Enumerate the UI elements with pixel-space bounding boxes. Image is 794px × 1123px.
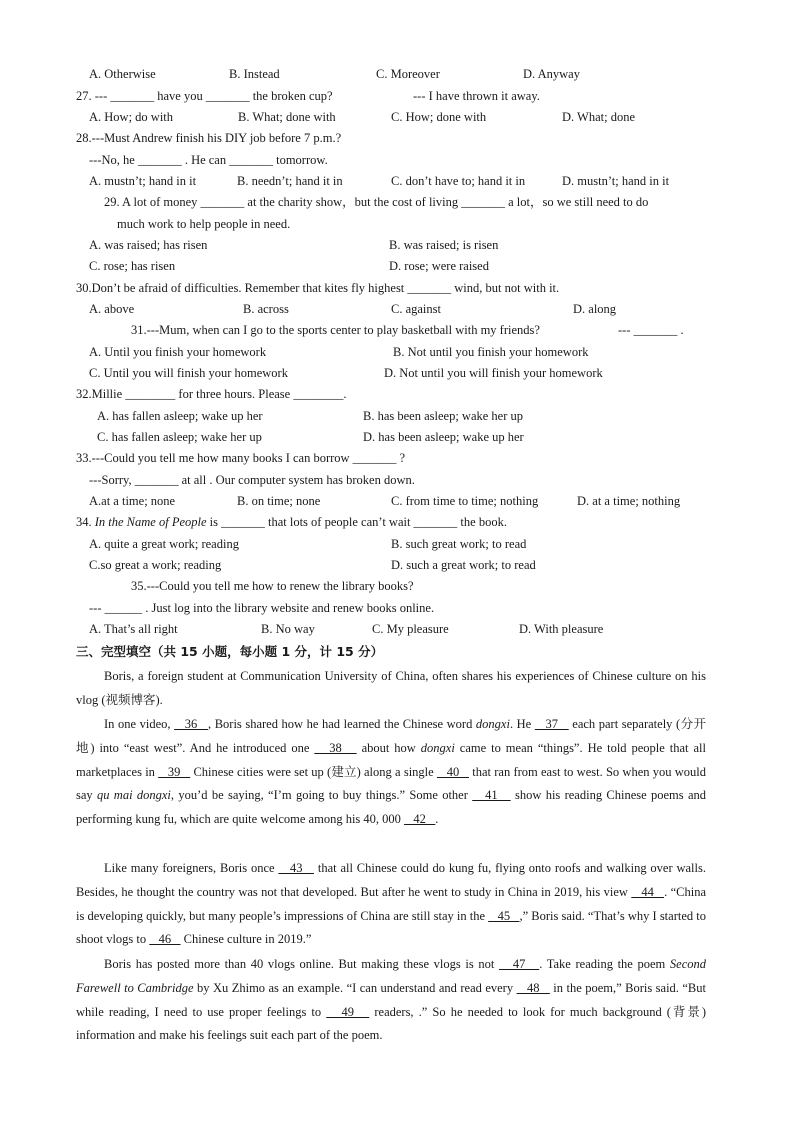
- blank-37: 37: [534, 717, 569, 731]
- q27-option-a: A. How; do with: [89, 110, 174, 124]
- q35-stem: 35.---Could you tell me how to renew the library books?: [131, 579, 414, 593]
- passage-text: about how: [356, 740, 421, 755]
- passage-text: by Xu Zhimo as an example. “I can understand and read every: [193, 980, 517, 995]
- q28-option-b: B. needn’t; hand it in: [237, 174, 343, 188]
- q26-option-c: C. Moreover: [376, 67, 440, 81]
- q29-option-c: C. rose; has risen: [89, 259, 176, 273]
- q31-reply: --- _______ .: [618, 323, 684, 337]
- blank-42: 42: [404, 812, 436, 827]
- q32-option-c: C. has fallen asleep; wake her up: [97, 430, 262, 444]
- q30-option-a: A. above: [89, 302, 135, 316]
- q34-title: In the Name of People: [94, 515, 207, 529]
- q29-stem: 29. A lot of money _______ at the charity show，but the cost of living _______ a lot，so we still need to do: [104, 195, 649, 209]
- passage-text: Chinese culture in 2019.”: [180, 932, 312, 947]
- q27-option-b: B. What; done with: [238, 110, 336, 124]
- passage-paragraph-4: [76, 953, 706, 1048]
- passage-paragraph-1: [76, 665, 706, 713]
- q33-option-d: D. at a time; nothing: [577, 494, 681, 508]
- q34-option-b: B. such great work; to read: [391, 537, 527, 551]
- q28-option-a: A. mustn’t; hand in it: [89, 174, 197, 188]
- blank-46: 46: [149, 932, 181, 947]
- q30-option-b: B. across: [243, 302, 289, 316]
- blank-43: 43: [278, 861, 314, 875]
- passage-text: each part separately (分开地) into “east west”. And he introduced one: [76, 717, 707, 755]
- passage-text: Chinese cities were set up (建立) along a single: [190, 764, 437, 779]
- q29-option-b: B. was raised; is risen: [389, 238, 499, 252]
- passage-text: , Boris shared how he had learned the Chinese word: [208, 717, 476, 731]
- q32-option-d: D. has been asleep; wake up her: [363, 430, 524, 444]
- q32-option-a: A. has fallen asleep; wake up her: [97, 409, 263, 423]
- blank-39: 39: [158, 764, 191, 779]
- q29-stem-cont: much work to help people in need.: [117, 217, 291, 231]
- q26-option-a: A. Otherwise: [89, 67, 156, 81]
- q34-option-a: A. quite a great work; reading: [89, 537, 239, 551]
- q28-option-d: D. mustn’t; hand in it: [562, 174, 670, 188]
- q28-reply: ---No, he _______ . He can _______ tomorrow.: [89, 153, 328, 167]
- blank-40: 40: [436, 764, 469, 779]
- phrase-qu-mai-dongxi: qu mai dongxi: [96, 788, 171, 803]
- q30-stem: 30.Don’t be afraid of difficulties. Remember that kites fly highest _______ wind, but not with it.: [76, 281, 560, 295]
- blank-44: 44: [631, 884, 665, 899]
- q35-option-c: C. My pleasure: [372, 622, 449, 636]
- passage-paragraph-3: [76, 857, 706, 952]
- passage-text: Boris has posted more than 40 vlogs online. But making these vlogs is not: [104, 957, 499, 971]
- blank-47: 47: [498, 957, 540, 971]
- q34-stem: [76, 514, 507, 530]
- q31-stem: 31.---Mum, when can I go to the sports center to play basketball with my friends?: [131, 323, 540, 337]
- q29-option-a: A. was raised; has risen: [89, 238, 208, 252]
- word-dongxi: dongxi: [475, 717, 510, 731]
- q34-option-d: D. such a great work; to read: [391, 558, 536, 572]
- q33-stem: 33.---Could you tell me how many books I can borrow _______ ?: [76, 451, 406, 465]
- blank-36: 36: [174, 717, 208, 731]
- passage-text: , you’d be saying, “I’m going to buy things.” Some other: [170, 788, 473, 803]
- q33-option-b: B. on time; none: [237, 494, 321, 508]
- q34-number: 34.: [76, 515, 92, 529]
- passage-text: . He: [509, 717, 535, 731]
- passage-text: ,” Boris said. “That’s why I started to shoot vlogs to: [76, 908, 706, 947]
- blank-45: 45: [488, 908, 520, 923]
- q33-option-a: A.at a time; none: [89, 494, 176, 508]
- q26-option-d: D. Anyway: [523, 67, 580, 81]
- passage-p1-text: Boris, a foreign student at Communication University of China, often shares his experiences of Chinese culture on his vlog (视频博客).: [76, 669, 706, 707]
- passage-text: that ran from east to west. So when you would say: [76, 764, 706, 803]
- passage-text: .: [435, 812, 439, 827]
- passage-paragraph-2: [76, 713, 706, 832]
- blank-48: 48: [516, 980, 550, 995]
- q27-option-d: D. What; done: [562, 110, 636, 124]
- poem-title: Second Farewell to Cambridge: [76, 957, 706, 995]
- blank-41: 41: [472, 788, 511, 803]
- q27-stem: 27. --- _______ have you _______ the broken cup?: [76, 89, 333, 103]
- q33-option-c: C. from time to time; nothing: [391, 494, 539, 508]
- q27-reply: --- I have thrown it away.: [413, 89, 540, 103]
- q31-option-c: C. Until you will finish your homework: [89, 366, 288, 380]
- passage-text: came to mean “things”. He told people that all marketplaces in: [76, 740, 706, 779]
- passage-text: in the poem,” Boris said. “But while reading, I need to use proper feelings to: [76, 980, 706, 1019]
- q31-option-d: D. Not until you will finish your homework: [384, 366, 603, 380]
- q35-option-b: B. No way: [261, 622, 315, 636]
- passage-text: In one video,: [104, 717, 175, 731]
- q31-option-a: A. Until you finish your homework: [89, 345, 267, 359]
- passage-text: Like many foreigners, Boris once: [104, 861, 279, 875]
- q32-option-b: B. has been asleep; wake her up: [363, 409, 524, 423]
- blank-38: 38: [314, 740, 357, 755]
- passage-text: that all Chinese could do kung fu, flying onto roofs and walking over walls. Besides, he thought the country was not that developed. But after he went to study in China in 2019, his view: [76, 861, 706, 899]
- q34-option-c: C.so great a work; reading: [89, 558, 222, 572]
- passage-text: . Take reading the poem: [539, 957, 670, 971]
- q28-stem: 28.---Must Andrew finish his DIY job before 7 p.m.?: [76, 131, 342, 145]
- word-dongxi: dongxi: [420, 740, 455, 755]
- passage-text: . “China is developing quickly, but many people’s impressions of China are still stay in the: [76, 884, 706, 923]
- q35-reply: --- ______ . Just log into the library website and renew books online.: [89, 601, 435, 615]
- q27-option-c: C. How; done with: [391, 110, 487, 124]
- q35-option-a: A. That’s all right: [89, 622, 178, 636]
- q33-reply: ---Sorry, _______ at all . Our computer system has broken down.: [89, 473, 415, 487]
- q29-option-d: D. rose; were raised: [389, 259, 489, 273]
- q35-option-d: D. With pleasure: [519, 622, 604, 636]
- q26-option-b: B. Instead: [229, 67, 280, 81]
- q34-stem-rest: is _______ that lots of people can’t wait _______ the book.: [209, 515, 507, 529]
- q31-option-b: B. Not until you finish your homework: [393, 345, 589, 359]
- passage-text: show his reading Chinese poems and performing kung fu, which are quite welcome among his 40, 000: [76, 788, 706, 827]
- section-heading: 三、完型填空（共 15 小题，每小题 1 分，计 15 分）: [76, 644, 384, 659]
- q30-option-c: C. against: [391, 302, 441, 316]
- passage-text: readers, .” So he needed to look for much background (背景) information and make his feelings suit each part of the poem.: [76, 1004, 707, 1043]
- q32-stem: 32.Millie ________ for three hours. Please ________.: [76, 387, 347, 401]
- blank-49: 49: [326, 1004, 370, 1019]
- q28-option-c: C. don’t have to; hand it in: [391, 174, 526, 188]
- q30-option-d: D. along: [573, 302, 617, 316]
